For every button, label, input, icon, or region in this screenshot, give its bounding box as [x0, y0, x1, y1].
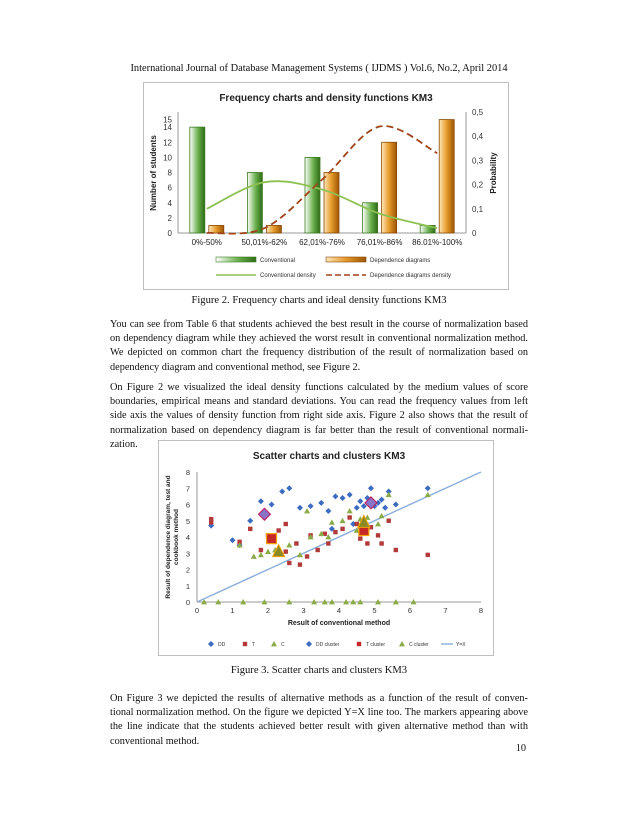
point-c [386, 492, 392, 497]
point-dd [382, 505, 388, 511]
legend-marker [399, 641, 405, 646]
y-tick-label: 2 [167, 213, 172, 223]
legend-label: T cluster [366, 642, 386, 648]
legend-marker [208, 641, 214, 647]
y-tick-label: 0 [185, 598, 190, 607]
page-header: International Journal of Database Management Systems ( IJDMS ) Vol.6, No.2, April 2014 [130, 63, 508, 74]
y2-tick-label: 0,4 [472, 132, 484, 142]
y2-tick-label: 0,1 [472, 204, 484, 214]
y-tick-label: 1 [185, 581, 190, 591]
point-t [358, 536, 362, 540]
y-tick-label: 8 [167, 168, 172, 178]
legend-label: DD [218, 642, 226, 648]
point-dd [332, 493, 338, 499]
point-t [276, 528, 280, 532]
x-tick-label: 76,01%-86% [356, 238, 403, 247]
y2-tick-label: 0,5 [472, 108, 484, 117]
y-axis-label-line1: Result of dependence diagram, test and [165, 475, 172, 599]
point-dd [279, 489, 285, 495]
x-tick-label: 5 [372, 606, 377, 615]
y2-axis-label: Probability [489, 152, 498, 194]
y-tick-label: 4 [185, 533, 190, 542]
point-t [333, 530, 337, 534]
page-number: 10 [515, 743, 526, 754]
point-t [316, 548, 320, 552]
point-dd [230, 537, 236, 543]
point-t [294, 541, 298, 545]
point-c [340, 518, 346, 523]
x-tick-label: 1 [230, 606, 235, 615]
point-c [258, 552, 264, 557]
point-dd [286, 485, 292, 491]
bar-conventional [247, 173, 262, 234]
legend-label-conventional-density: Conventional density [260, 273, 316, 279]
point-c [251, 554, 257, 559]
chart-title: Frequency charts and density functions KM3 [219, 93, 433, 104]
paragraph-3: On Figure 3 we depicted the results of alternative methods as a function of the result of conven-tional normalization method. On the figure we depicted Y=X line too. The markers appearing above the line indicate that the students achieved better result with given alternative method than with conventional method. [110, 693, 528, 747]
y-tick-label: 0 [167, 229, 172, 238]
y-tick-label: 10 [163, 153, 172, 163]
legend-marker [243, 642, 247, 646]
y-tick-label: 6 [167, 183, 172, 193]
y-tick-label: 2 [185, 565, 190, 575]
legend-marker [357, 642, 361, 646]
y-tick-label: 3 [185, 549, 190, 559]
bar-conventional [190, 127, 205, 233]
legend-label: T [252, 642, 256, 648]
point-t-cluster [267, 534, 277, 544]
y-tick-label: 8 [185, 468, 190, 477]
x-tick-label: 2 [265, 606, 271, 615]
point-t [387, 519, 391, 523]
point-t [248, 527, 252, 531]
chart-title: Scatter charts and clusters KM3 [252, 451, 406, 462]
bar-conventional [305, 157, 320, 233]
point-dd [297, 505, 303, 511]
legend-swatch-dependence [326, 257, 366, 262]
x-tick-label: 6 [407, 606, 413, 615]
x-tick-label: 62,01%-76% [299, 238, 345, 247]
bar-dependence [324, 173, 339, 234]
point-c [379, 513, 385, 518]
point-dd-cluster [258, 508, 270, 520]
x-tick-label: 0%-50% [191, 238, 222, 247]
point-dd [368, 485, 374, 491]
y2-tick-label: 0 [472, 229, 477, 238]
point-t [379, 541, 383, 545]
point-t [287, 561, 291, 565]
point-t [305, 554, 309, 558]
point-t [376, 533, 380, 537]
legend-marker [271, 641, 277, 646]
point-t [298, 562, 302, 566]
point-t [340, 527, 344, 531]
y-tick-label: 4 [167, 198, 172, 208]
y-tick-label: 6 [185, 500, 190, 510]
point-t [365, 541, 369, 545]
x-tick-label: 8 [478, 606, 484, 615]
point-dd [340, 495, 346, 501]
y-tick-label: 7 [185, 484, 190, 494]
bar-dependence [382, 142, 397, 233]
density-line-conventional [207, 181, 437, 228]
y-tick-label: 15 [163, 115, 172, 125]
x-tick-label: 3 [301, 606, 306, 615]
point-c [425, 492, 431, 497]
scatter-chart [159, 441, 493, 655]
legend-marker [306, 641, 312, 647]
figure-3-caption: Figure 3. Scatter charts and clusters KM3 [230, 665, 408, 676]
y-tick-label: 5 [185, 516, 190, 526]
point-t [284, 522, 288, 526]
x-tick-label: 4 [336, 606, 342, 615]
point-c [347, 508, 353, 513]
point-dd [308, 503, 314, 509]
point-t [394, 548, 398, 552]
paragraph-2: On Figure 2 we visualized the ideal density functions calculated by the medium values of score boundaries, empirical means and standard deviations. You can read the frequency values from left side axis the values of density function from right side axis. Figure 2 also shows that the result of normalization based on dependency diagram is far better than the result of conventional normali-zation. [110, 382, 528, 450]
legend-label: Y=X [456, 642, 466, 648]
point-t [284, 549, 288, 553]
legend-label-dependence-density: Dependence diagrams density [370, 273, 452, 279]
point-c [329, 519, 335, 524]
point-dd [325, 508, 331, 514]
point-dd [425, 485, 431, 491]
point-c [265, 549, 271, 554]
x-tick-label: 86.01%-100% [412, 238, 463, 247]
point-c [304, 508, 310, 513]
point-t [259, 548, 263, 552]
point-dd [318, 500, 324, 506]
figure-2-frame [143, 82, 509, 290]
point-dd [357, 498, 363, 504]
x-tick-label: 0 [194, 606, 200, 615]
frequency-chart [144, 83, 508, 289]
figure-2-caption: Figure 2. Frequency charts and ideal density functions KM3 [191, 295, 447, 306]
bar-dependence [439, 120, 454, 233]
y-axis-label-line2: cookbook method [173, 509, 180, 565]
point-dd [354, 505, 360, 511]
y2-tick-label: 0,2 [472, 180, 484, 190]
y2-tick-label: 0,3 [472, 156, 484, 166]
bar-dependence [266, 225, 281, 233]
point-t [209, 520, 213, 524]
y-axis-label: Number of students [149, 135, 158, 211]
legend-swatch-conventional [216, 257, 256, 262]
legend-label: C [281, 642, 285, 648]
density-line-dependence [207, 126, 437, 234]
paragraph-1: You can see from Table 6 that students achieved the best result in the course of normalization based on dependency diagram while they achieved the worst result in conventional normalization method. We depicted on common chart the frequency distribution of the result of normalization based on dependency diagram and conventional method, see Figure 2. [110, 319, 528, 373]
point-t [347, 515, 351, 519]
figure-3-frame [158, 440, 494, 656]
legend-label: DD cluster [316, 642, 340, 648]
point-t [326, 541, 330, 545]
legend-label-dependence: Dependence diagrams [370, 258, 431, 264]
y-tick-label: 12 [163, 138, 172, 148]
x-tick-label: 7 [443, 606, 448, 615]
legend-label-conventional: Conventional [260, 258, 296, 264]
point-dd [258, 498, 264, 504]
legend-label: C cluster [409, 642, 429, 648]
x-axis-label: Result of conventional method [287, 620, 391, 627]
yx-line [197, 472, 481, 602]
point-dd [247, 518, 253, 524]
point-c [375, 521, 381, 526]
bar-dependence [209, 225, 224, 233]
point-dd [393, 502, 399, 508]
point-t [426, 553, 430, 557]
point-c [286, 542, 292, 547]
point-dd [269, 502, 275, 508]
point-dd [347, 492, 353, 498]
x-tick-label: 50,01%-62% [241, 238, 288, 247]
y-tick-label: 14 [163, 123, 172, 133]
